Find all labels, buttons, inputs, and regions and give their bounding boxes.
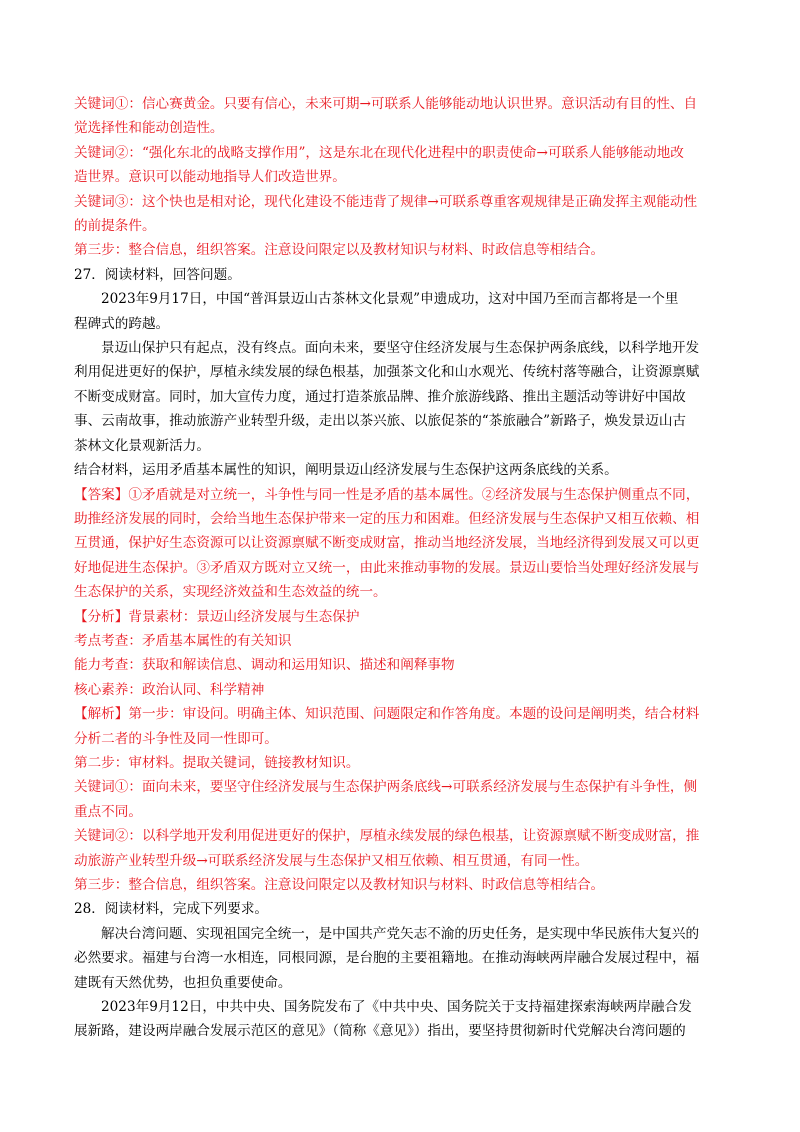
section-tag: 【解析】 xyxy=(74,706,129,723)
line-text: 景迈山保护只有起点，没有终点。面向未来，要坚守住经济发展与生态保护两条底线，以科学地开发 xyxy=(101,340,700,357)
line-text: 建既有天然优势，也担负重要使命。 xyxy=(74,974,292,991)
text-line xyxy=(74,141,728,165)
text-line xyxy=(74,483,728,507)
section-tag: 【分析】 xyxy=(74,608,129,625)
line-text: 第三步：整合信息，组织答案。注意设问限定以及教材知识与材料、时政信息等相结合。 xyxy=(74,877,605,893)
text-line xyxy=(74,92,728,116)
text-line xyxy=(74,458,728,482)
text-line xyxy=(74,922,728,946)
line-text: 背景素材：景迈山经济发展与生态保护 xyxy=(128,608,360,625)
text-line xyxy=(74,605,728,629)
line-text: 的前提条件。 xyxy=(74,218,156,235)
line-text: 第二步：审材料。提取关键词，链接教材知识。 xyxy=(74,754,360,771)
text-line xyxy=(74,849,728,873)
line-text: 解决台湾问题、实现祖国完全统一，是中国共产党矢志不渝的历史任务，是实现中华民族伟大复兴的 xyxy=(101,925,700,942)
text-line xyxy=(74,287,728,311)
text-line xyxy=(74,678,728,702)
line-text: 重点不同。 xyxy=(74,803,142,820)
text-line xyxy=(74,653,728,677)
line-text: 关键词①：面向未来，要坚守住经济发展与生态保护两条底线→可联系经济发展与生态保护有斗争性，侧 xyxy=(74,779,698,796)
text-line xyxy=(74,897,728,921)
text-line xyxy=(74,409,728,433)
text-line xyxy=(74,946,728,970)
line-text: 分析二者的斗争性及同一性即可。 xyxy=(74,730,278,747)
text-line xyxy=(74,556,728,580)
line-text: 关键词①：信心赛黄金。只要有信心，未来可期→可联系人能够能动地认识世界。意识活动有目的性、自 xyxy=(74,96,698,112)
line-text: 互贯通，保护好生态资源可以让资源禀赋不断变成财富，推动当地经济发展，当地经济得到发展又可以更 xyxy=(74,535,700,552)
text-line xyxy=(74,751,728,775)
text-line xyxy=(74,336,728,360)
text-line xyxy=(74,263,728,287)
line-text: 考点考查：矛盾基本属性的有关知识 xyxy=(74,632,292,649)
text-line xyxy=(74,434,728,458)
line-text: 关键词②：以科学地开发利用促进更好的保护，厚植永续发展的绿色根基，让资源禀赋不断变成财富，推 xyxy=(74,828,700,845)
text-line xyxy=(74,360,728,384)
line-text: 觉选择性和能动创造性。 xyxy=(74,120,224,137)
line-text: 助推经济发展的同时，会给当地生态保护带来一定的压力和困难。但经济发展与生态保护又相互依赖、相 xyxy=(74,510,700,527)
text-line xyxy=(74,800,728,824)
line-text: 造世界。意识可以能动地指导人们改造世界。 xyxy=(74,169,346,186)
text-line xyxy=(74,824,728,848)
text-line xyxy=(74,190,728,214)
text-line xyxy=(74,507,728,531)
text-line xyxy=(74,214,728,238)
line-text: 好地促进生态保护。③矛盾双方既对立又统一，由此来推动事物的发展。景迈山要恰当处理好经济发展与 xyxy=(74,559,700,576)
line-text: 关键词②：“强化东北的战略支撑作用”，这是东北在现代化进程中的职责使命→可联系人能够能动地改 xyxy=(74,144,684,161)
line-text: 能力考查：获取和解读信息、调动和运用知识、描述和阐释事物 xyxy=(74,657,455,674)
text-line xyxy=(74,629,728,653)
text-line xyxy=(74,238,728,262)
line-text: 27．阅读材料，回答问题。 xyxy=(74,266,241,283)
text-line xyxy=(74,116,728,140)
line-text: 关键词③：这个快也是相对论，现代化建设不能违背了规律→可联系尊重客观规律是正确发挥主观能动性 xyxy=(74,193,698,210)
line-text: 核心素养：政治认同、科学精神 xyxy=(74,681,265,698)
line-text: 28．阅读材料，完成下列要求。 xyxy=(74,901,269,918)
line-text: 2023年9月12日，中共中央、国务院发布了《中共中央、国务院关于支持福建探索海峡两岸融合发 xyxy=(101,999,692,1016)
line-text: 生态保护的关系，实现经济效益和生态效益的统一。 xyxy=(74,584,387,601)
text-line xyxy=(74,702,728,726)
text-line xyxy=(74,1019,728,1043)
line-text: 程碑式的跨越。 xyxy=(74,315,170,332)
line-text: 2023年9月17日，中国“普洱景迈山古茶林文化景观”申遗成功，这对中国乃至而言都将是一个里 xyxy=(101,291,679,308)
text-line xyxy=(74,165,728,189)
text-line xyxy=(74,873,728,897)
line-text: 茶林文化景观新活力。 xyxy=(74,437,210,454)
line-text: 第三步：整合信息，组织答案。注意设问限定以及教材知识与材料、时政信息等相结合。 xyxy=(74,242,605,259)
line-text: 第一步：审设问。明确主体、知识范围、问题限定和作答角度。本题的设问是阐明类，结合材料 xyxy=(128,706,700,723)
line-text: 展新路，建设两岸融合发展示范区的意见》（简称《意见》）指出，要坚持贯彻新时代党解决台湾问题的 xyxy=(74,1023,686,1040)
line-text: ①矛盾就是对立统一，斗争性与同一性是矛盾的基本属性。②经济发展与生态保护侧重点不同， xyxy=(128,486,700,503)
text-line xyxy=(74,727,728,751)
line-text: 结合材料，运用矛盾基本属性的知识，阐明景迈山经济发展与生态保护这两条底线的关系。 xyxy=(74,462,618,479)
text-line xyxy=(74,580,728,604)
text-line xyxy=(74,312,728,336)
text-line xyxy=(74,531,728,555)
line-text: 事、云南故事，推动旅游产业转型升级，走出以茶兴旅、以旅促茶的“茶旅融合”新路子，焕发景迈山古 xyxy=(74,413,687,430)
text-line xyxy=(74,385,728,409)
line-text: 必然要求。福建与台湾一水相连，同根同源，是台胞的主要祖籍地。在推动海峡两岸融合发展过程中，福 xyxy=(74,950,700,967)
text-line xyxy=(74,995,728,1019)
line-text: 不断变成财富。同时，加大宣传力度，通过打造茶旅品牌、推介旅游线路、推出主题活动等讲好中国故 xyxy=(74,388,686,405)
section-tag: 【答案】 xyxy=(74,486,129,503)
line-text: 利用促进更好的保护，厚植永续发展的绿色根基，加强茶文化和山水观光、传统村落等融合，让资源禀赋 xyxy=(74,364,700,381)
text-line xyxy=(74,775,728,799)
line-text: 动旅游产业转型升级→可联系经济发展与生态保护又相互依赖、相互贯通，有同一性。 xyxy=(74,852,589,869)
text-line xyxy=(74,971,728,995)
